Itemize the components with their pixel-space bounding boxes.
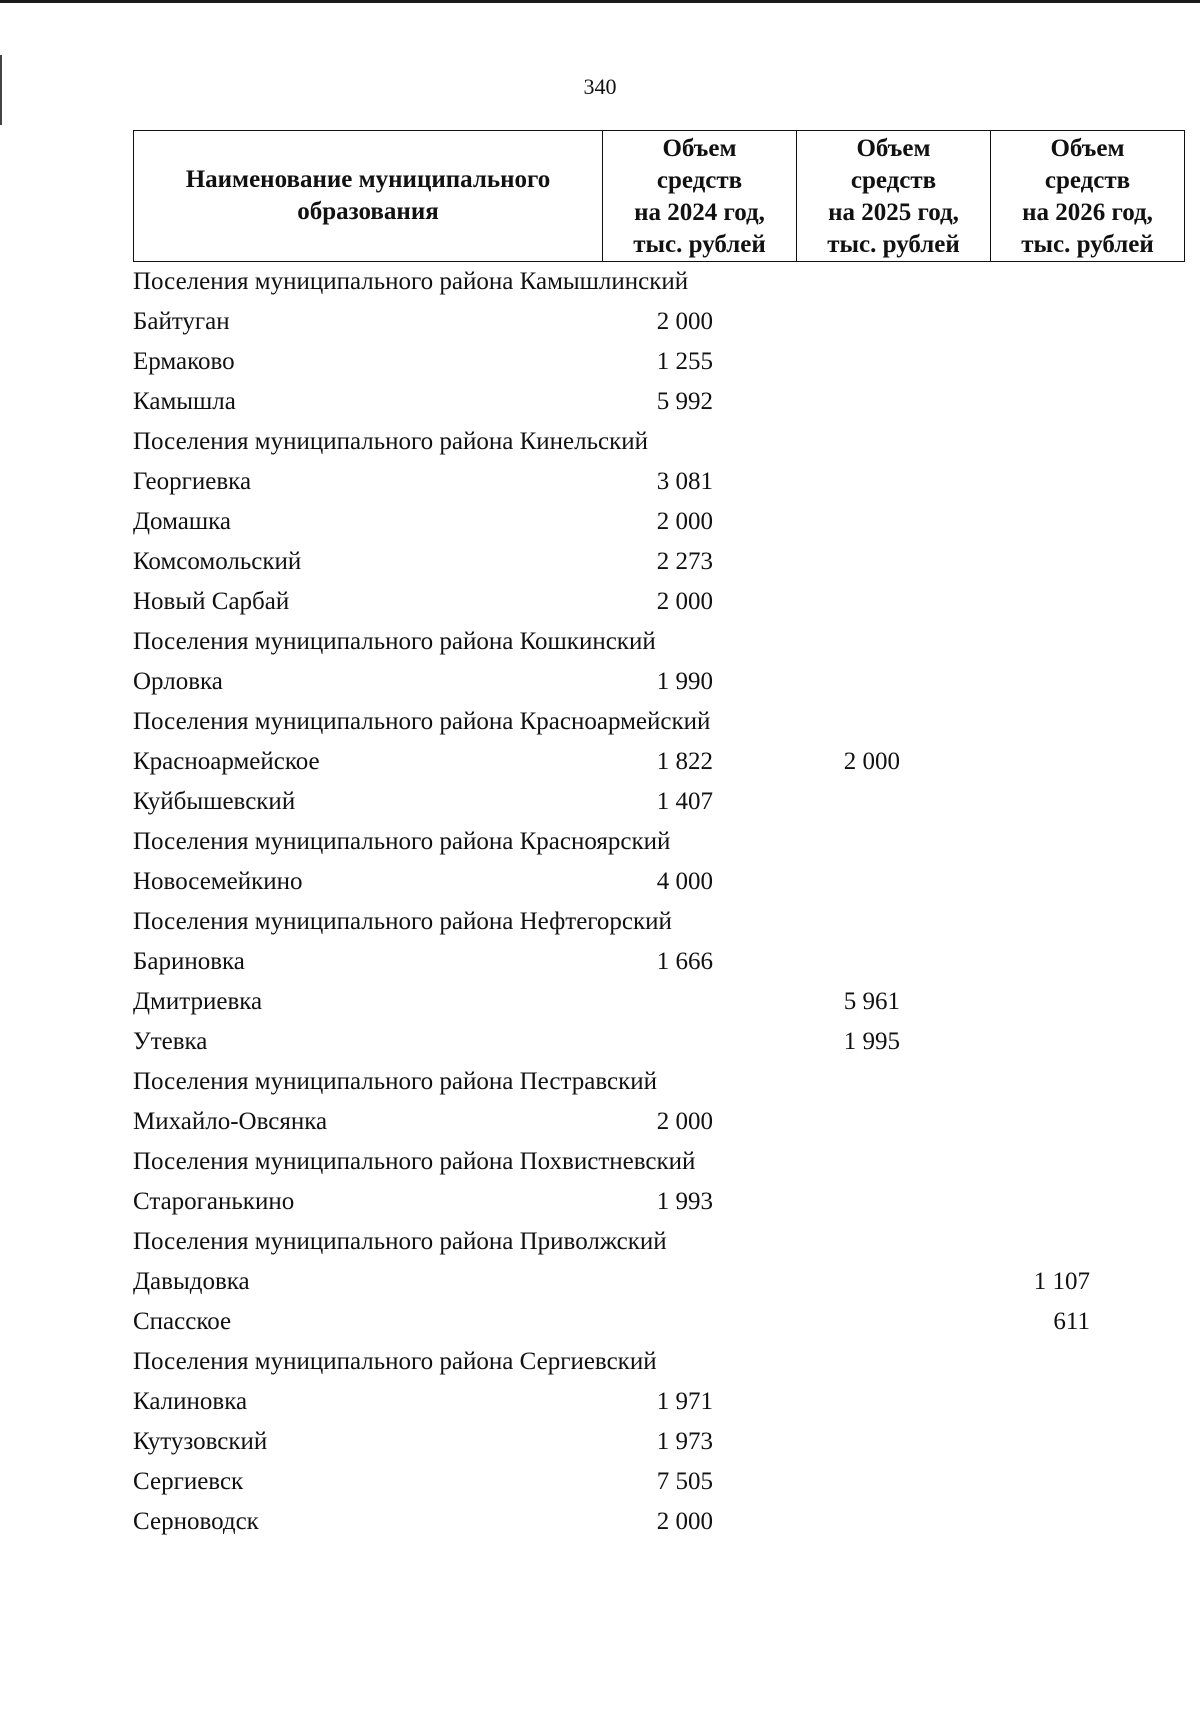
value-2025: 1 995 (843, 1028, 900, 1055)
municipality-name: Староганькино (133, 1188, 295, 1215)
municipality-name: Утевка (133, 1028, 208, 1055)
table-row (0, 1022, 1200, 1062)
group-heading-row (0, 902, 1200, 942)
table-row (0, 1462, 1200, 1502)
group-heading-row (0, 1142, 1200, 1182)
municipality-name: Сергиевск (133, 1468, 244, 1495)
municipality-name: Байтуган (133, 308, 230, 335)
group-heading: Поселения муниципального района Нефтегорский (133, 908, 672, 935)
header-line: на 2024 год, (634, 199, 765, 226)
page-number: 340 (583, 74, 617, 99)
group-heading: Поселения муниципального района Приволжский (133, 1228, 667, 1255)
table-row (0, 1262, 1200, 1302)
value-2024: 5 992 (656, 388, 713, 415)
value-2024: 1 255 (656, 348, 713, 375)
table-row (0, 662, 1200, 702)
value-2026: 1 107 (1033, 1268, 1090, 1295)
table-row (0, 342, 1200, 382)
municipality-name: Куйбышевский (133, 788, 296, 815)
municipality-name: Новый Сарбай (133, 588, 290, 615)
header-line: Объем (856, 135, 931, 162)
table-row (0, 862, 1200, 902)
top-border-line (0, 0, 1200, 3)
table-row (0, 1182, 1200, 1222)
header-line: тыс. рублей (1021, 231, 1154, 258)
value-2024: 2 000 (656, 1508, 713, 1535)
value-2024: 2 000 (656, 588, 713, 615)
header-line: средств (850, 167, 937, 194)
table-row (0, 502, 1200, 542)
group-heading: Поселения муниципального района Красноармейский (133, 708, 711, 735)
value-2024: 1 407 (656, 788, 713, 815)
header-line: тыс. рублей (827, 231, 960, 258)
value-2026: 611 (1053, 1308, 1090, 1335)
group-heading: Поселения муниципального района Камышлинский (133, 268, 689, 295)
municipality-name: Ермаково (133, 348, 235, 375)
table-row (0, 462, 1200, 502)
header-line: средств (656, 167, 743, 194)
header-line: на 2026 год, (1022, 199, 1153, 226)
header-line: тыс. рублей (633, 231, 766, 258)
value-2024: 3 081 (656, 468, 713, 495)
table-row (0, 382, 1200, 422)
header-volume-2024 (603, 131, 797, 262)
group-heading-row (0, 1342, 1200, 1382)
table-row (0, 982, 1200, 1022)
municipality-name: Георгиевка (133, 468, 252, 495)
header-name (134, 131, 603, 262)
municipality-name: Спасское (133, 1308, 232, 1335)
municipality-name: Давыдовка (133, 1268, 250, 1295)
table-row (0, 542, 1200, 582)
group-heading-row (0, 262, 1200, 302)
value-2024: 7 505 (656, 1468, 713, 1495)
header-volume-2026 (991, 131, 1185, 262)
group-heading: Поселения муниципального района Красноярский (133, 828, 671, 855)
group-heading-row (0, 1222, 1200, 1262)
value-2024: 2 000 (656, 1108, 713, 1135)
group-heading-row (0, 702, 1200, 742)
group-heading-row (0, 822, 1200, 862)
table-row (0, 582, 1200, 622)
group-heading: Поселения муниципального района Кинельский (133, 428, 649, 455)
table-row (0, 1422, 1200, 1462)
header-line: Объем (1050, 135, 1125, 162)
value-2024: 4 000 (656, 868, 713, 895)
value-2024: 1 971 (656, 1388, 713, 1415)
header-line: средств (1044, 167, 1131, 194)
value-2024: 1 666 (656, 948, 713, 975)
value-2025: 2 000 (843, 748, 900, 775)
municipality-name: Михайло-Овсянка (133, 1108, 328, 1135)
header-line: на 2025 год, (828, 199, 959, 226)
value-2025: 5 961 (843, 988, 900, 1015)
table-row (0, 1502, 1200, 1542)
group-heading: Поселения муниципального района Сергиевский (133, 1348, 657, 1375)
table-body (0, 262, 1200, 1542)
header-volume-2025 (797, 131, 991, 262)
municipality-name: Камышла (133, 388, 236, 415)
value-2024: 1 990 (656, 668, 713, 695)
municipality-name: Дмитриевка (133, 988, 263, 1015)
group-heading-row (0, 422, 1200, 462)
table-row (0, 942, 1200, 982)
municipality-name: Новосемейкино (133, 868, 303, 895)
table-row (0, 1102, 1200, 1142)
municipality-name: Калиновка (133, 1388, 248, 1415)
municipality-name: Орловка (133, 668, 223, 695)
table-row (0, 1302, 1200, 1342)
header-line: Объем (662, 135, 737, 162)
group-heading: Поселения муниципального района Кошкинский (133, 628, 656, 655)
municipality-name: Кутузовский (133, 1428, 268, 1455)
table-row (0, 302, 1200, 342)
table-row (0, 742, 1200, 782)
left-margin-mark (0, 55, 2, 125)
group-heading-row (0, 622, 1200, 662)
value-2024: 2 000 (656, 308, 713, 335)
table-header (133, 130, 1185, 262)
group-heading: Поселения муниципального района Похвистневский (133, 1148, 696, 1175)
group-heading-row (0, 1062, 1200, 1102)
value-2024: 1 822 (656, 748, 713, 775)
table-row (0, 782, 1200, 822)
value-2024: 1 973 (656, 1428, 713, 1455)
municipality-name: Красноармейское (133, 748, 320, 775)
value-2024: 2 273 (656, 548, 713, 575)
header-line: Наименование муниципального (185, 166, 551, 193)
group-heading: Поселения муниципального района Пестравский (133, 1068, 657, 1095)
municipality-name: Домашка (133, 508, 231, 535)
municipality-name: Серноводск (133, 1508, 259, 1535)
municipality-name: Бариновка (133, 948, 245, 975)
value-2024: 1 993 (656, 1188, 713, 1215)
municipality-name: Комсомольский (133, 548, 302, 575)
value-2024: 2 000 (656, 508, 713, 535)
header-line: образования (297, 198, 439, 225)
table-row (0, 1382, 1200, 1422)
